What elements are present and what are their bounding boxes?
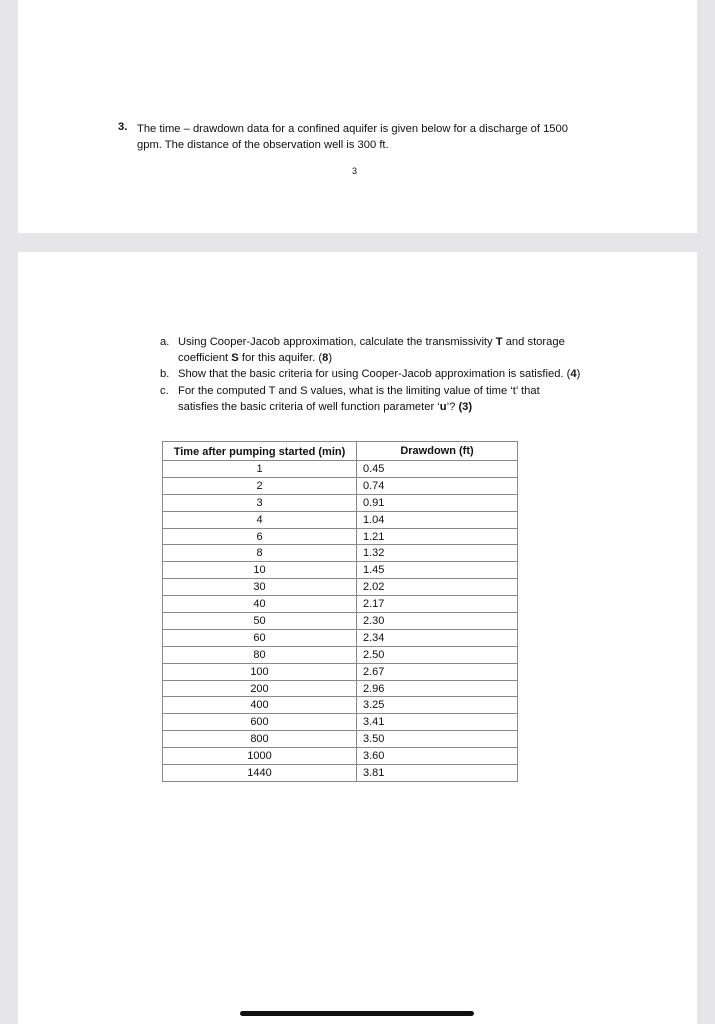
drawdown-cell: 1.21 <box>357 528 518 545</box>
part-c-text-3: ’? <box>446 400 459 413</box>
table-row <box>163 494 518 511</box>
document-page-1 <box>18 0 697 233</box>
question-parts-list <box>160 334 660 415</box>
table-row <box>163 680 518 697</box>
home-indicator-bar[interactable] <box>240 1011 474 1016</box>
table-row <box>163 714 518 731</box>
drawdown-cell: 1.32 <box>357 545 518 562</box>
drawdown-cell: 2.96 <box>357 680 518 697</box>
header-time: Time after pumping started (min) <box>163 442 357 461</box>
time-cell: 600 <box>163 714 357 731</box>
part-a-text-4: for this aquifer. ( <box>238 352 323 365</box>
part-c <box>160 383 660 415</box>
drawdown-cell: 2.30 <box>357 613 518 630</box>
part-a-text-2: and storage <box>502 336 565 348</box>
part-a-marks: 8 <box>322 352 329 365</box>
table-row <box>163 461 518 478</box>
part-a-bold-t: T <box>495 336 503 348</box>
drawdown-cell: 3.41 <box>357 714 518 731</box>
table-row <box>163 579 518 596</box>
time-cell: 2 <box>163 477 357 494</box>
time-cell: 80 <box>163 646 357 663</box>
table-row <box>163 613 518 630</box>
time-drawdown-table <box>162 441 518 782</box>
part-c-text-1: For the computed T and S values, what is the limiting value of time ‘t’ that <box>178 384 540 397</box>
part-b-marks: 4 <box>570 368 577 381</box>
part-a-letter: a. <box>160 336 170 348</box>
drawdown-cell: 3.50 <box>357 731 518 748</box>
table-row <box>163 596 518 613</box>
page-number: 3 <box>352 166 358 176</box>
time-cell: 1440 <box>163 765 357 782</box>
time-cell: 60 <box>163 629 357 646</box>
header-drawdown: Drawdown (ft) <box>357 442 518 461</box>
document-page-2 <box>18 252 697 1024</box>
part-c-text-2: satisfies the basic criteria of well function parameter ‘ <box>178 400 440 413</box>
table-row <box>163 511 518 528</box>
table-row <box>163 528 518 545</box>
time-cell: 8 <box>163 545 357 562</box>
part-a-text-1: Using Cooper-Jacob approximation, calculate the transmissivity <box>178 336 496 348</box>
table-row <box>163 748 518 765</box>
table-row <box>163 663 518 680</box>
drawdown-cell: 0.91 <box>357 494 518 511</box>
time-cell: 4 <box>163 511 357 528</box>
question-number: 3. <box>118 121 128 133</box>
part-a-text-3: coefficient <box>178 352 232 365</box>
drawdown-cell: 3.81 <box>357 765 518 782</box>
time-cell: 200 <box>163 680 357 697</box>
time-cell: 40 <box>163 596 357 613</box>
table-row <box>163 646 518 663</box>
part-b-text-end: ) <box>576 368 581 381</box>
part-b <box>160 366 660 382</box>
question-text-line-1: The time – drawdown data for a confined aquifer is given below for a discharge of 1500 <box>137 123 568 135</box>
table-row <box>163 731 518 748</box>
part-c-bold-u: u <box>439 400 447 413</box>
time-cell: 800 <box>163 731 357 748</box>
drawdown-cell: 3.25 <box>357 697 518 714</box>
time-cell: 400 <box>163 697 357 714</box>
drawdown-cell: 2.67 <box>357 663 518 680</box>
time-cell: 30 <box>163 579 357 596</box>
table-row <box>163 545 518 562</box>
part-a <box>160 334 660 366</box>
time-cell: 1 <box>163 461 357 478</box>
part-a-text-5: ) <box>328 352 333 365</box>
table-row <box>163 765 518 782</box>
part-a-bold-s: S <box>231 352 239 365</box>
time-cell: 100 <box>163 663 357 680</box>
drawdown-cell: 1.04 <box>357 511 518 528</box>
drawdown-cell: 2.02 <box>357 579 518 596</box>
drawdown-cell: 0.45 <box>357 461 518 478</box>
question-text-line-2: gpm. The distance of the observation well is 300 ft. <box>137 139 389 151</box>
table-row <box>163 697 518 714</box>
table-row <box>163 629 518 646</box>
table-row <box>163 477 518 494</box>
part-b-letter: b. <box>160 368 170 381</box>
table-header-row <box>163 442 518 461</box>
part-b-text: Show that the basic criteria for using Cooper-Jacob approximation is satisfied. ( <box>178 368 571 381</box>
time-cell: 1000 <box>163 748 357 765</box>
time-cell: 50 <box>163 613 357 630</box>
drawdown-cell: 2.17 <box>357 596 518 613</box>
part-c-letter: c. <box>160 384 169 397</box>
drawdown-cell: 1.45 <box>357 562 518 579</box>
table-row <box>163 562 518 579</box>
drawdown-cell: 0.74 <box>357 477 518 494</box>
part-c-marks: (3) <box>458 400 473 413</box>
drawdown-cell: 2.34 <box>357 629 518 646</box>
drawdown-cell: 3.60 <box>357 748 518 765</box>
time-cell: 3 <box>163 494 357 511</box>
time-cell: 6 <box>163 528 357 545</box>
time-cell: 10 <box>163 562 357 579</box>
drawdown-cell: 2.50 <box>357 646 518 663</box>
